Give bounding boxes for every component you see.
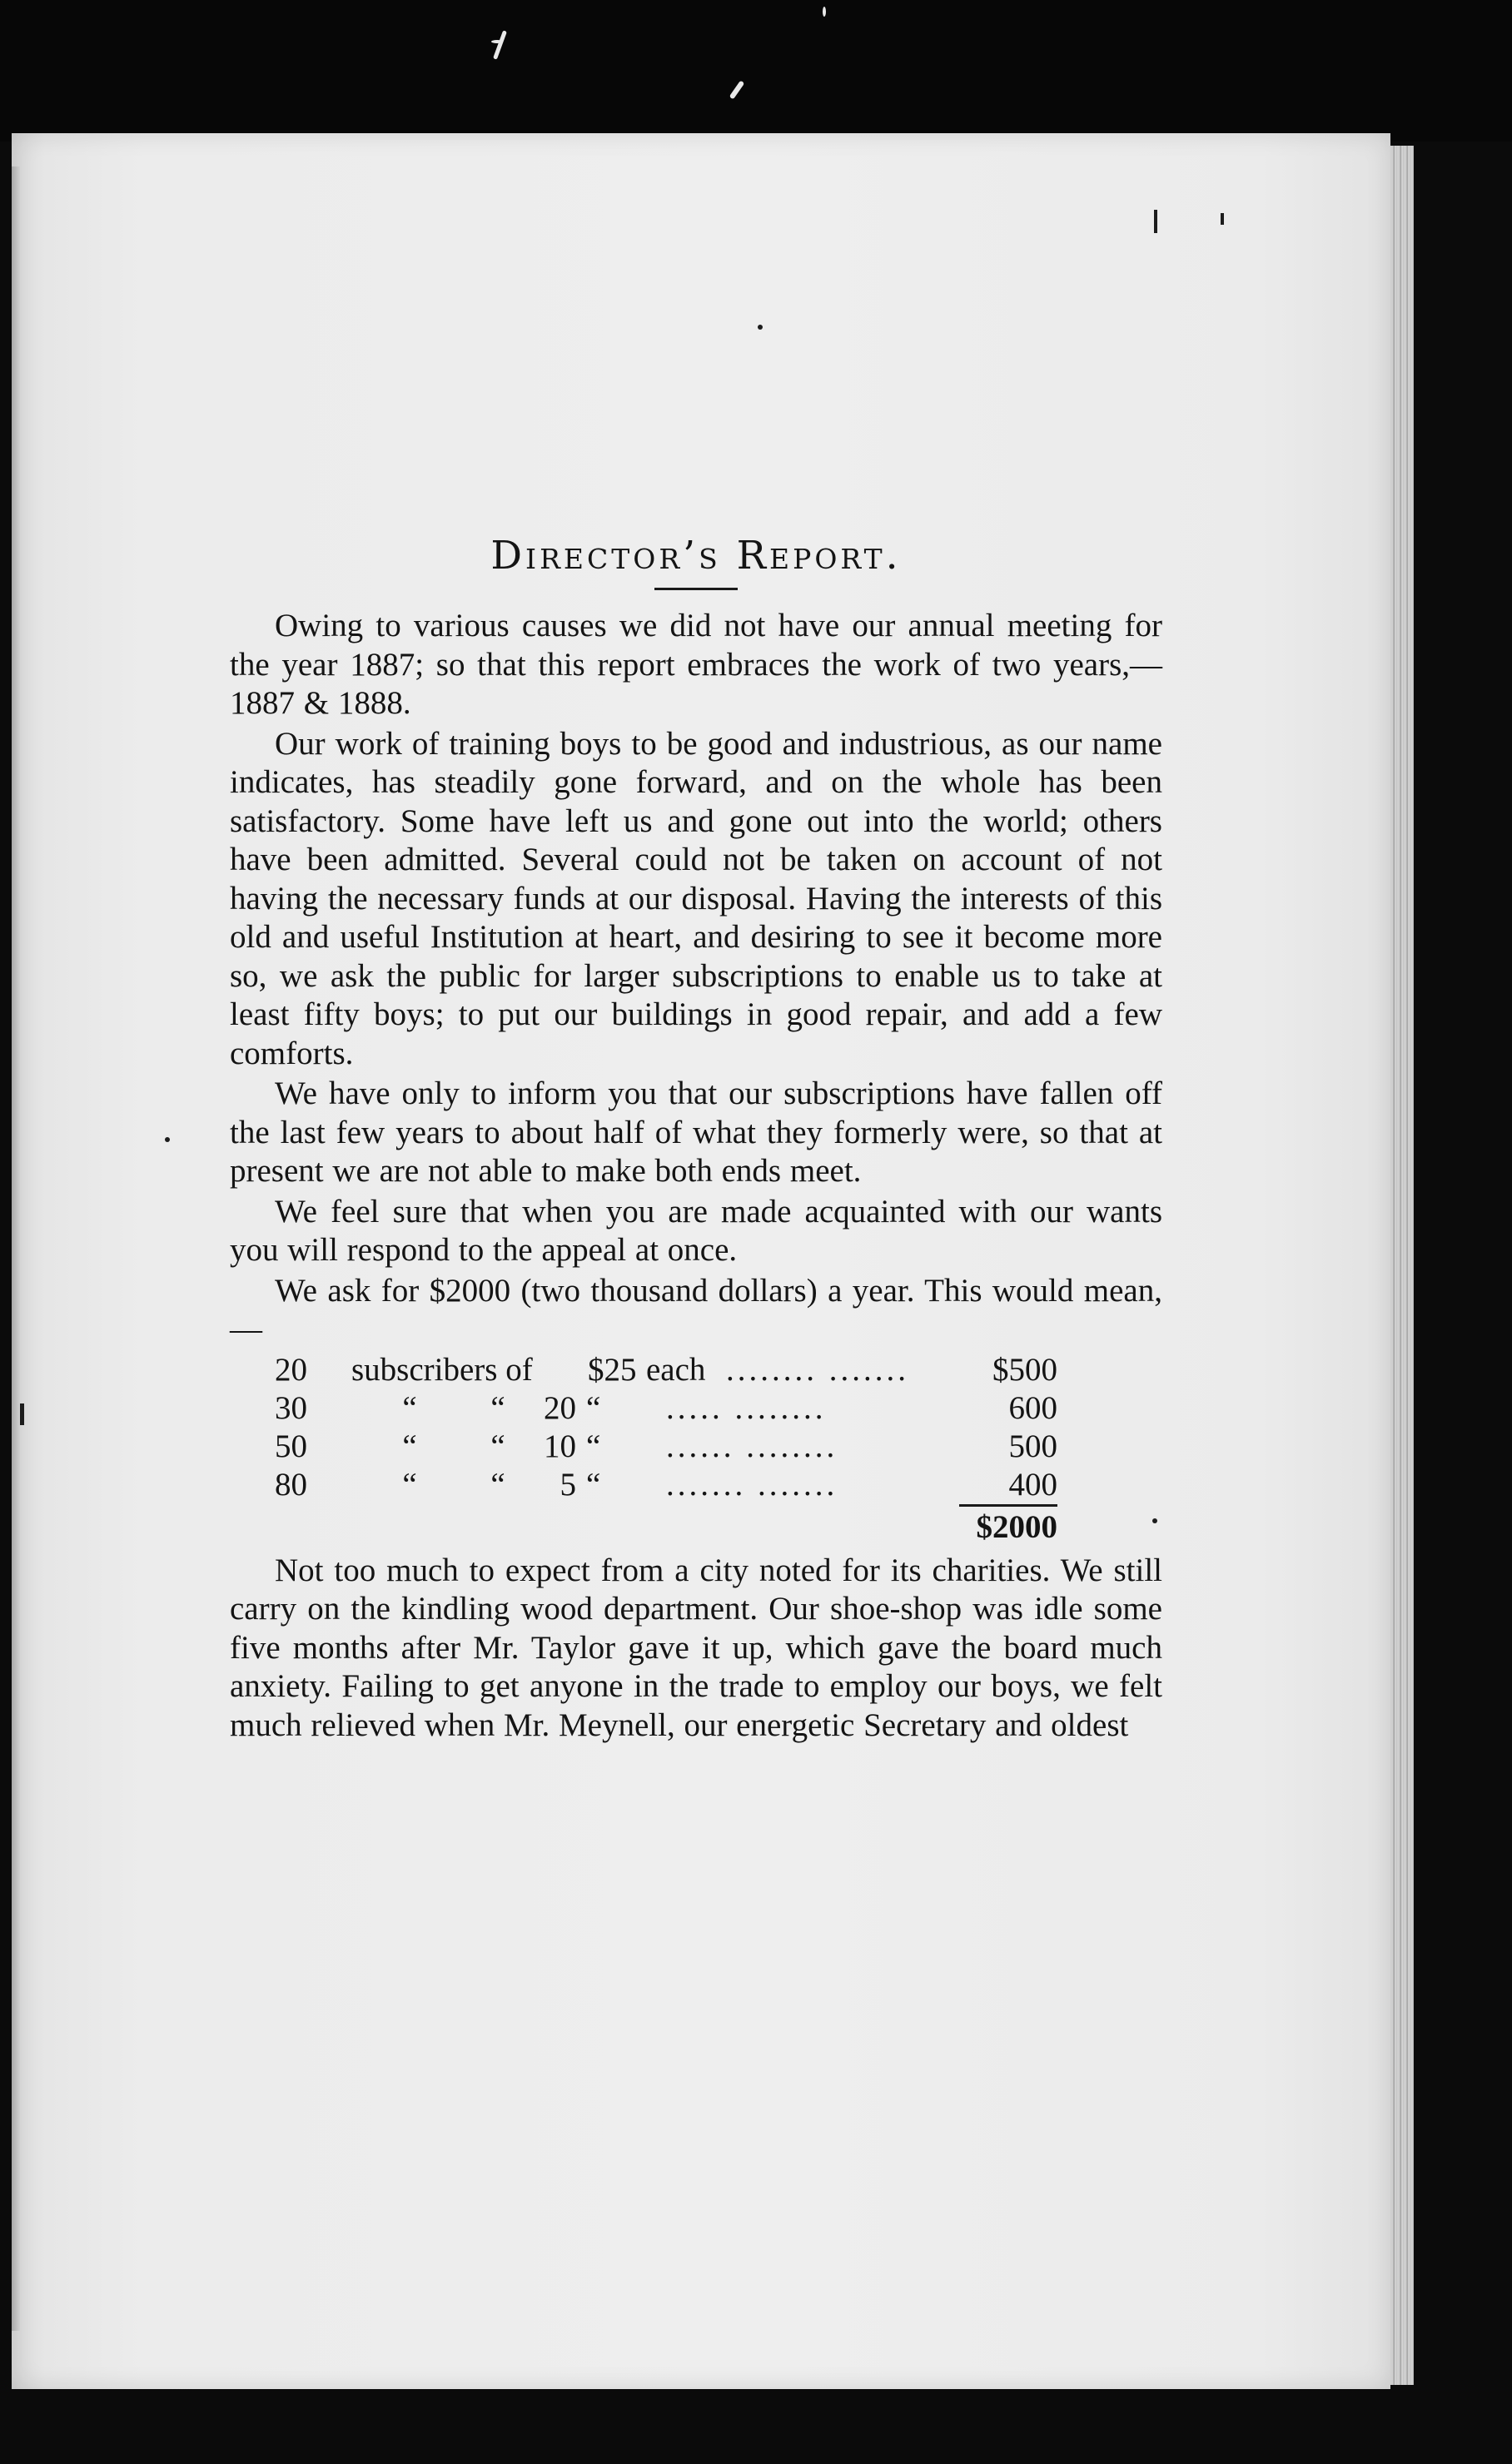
row-total: 400	[1008, 1466, 1057, 1503]
ditto-mark: “	[490, 1428, 505, 1464]
subscriber-count: 30	[275, 1389, 307, 1426]
paragraph: Not too much to expect from a city noted for its charities. We still carry on the kindling wood department. Our shoe-shop was idle some five months after Mr. Taylor gave it up, which gave the board much anxiety. Failing to get anyone in the trade to employ our boys, we felt much relieved when Mr. Meynell, our energetic Secretary and oldest	[230, 1552, 1162, 1743]
paragraph: We feel sure that when you are made acquainted with our wants you will respond to the appeal at once.	[230, 1193, 1162, 1268]
subscriber-count: 50	[275, 1428, 307, 1464]
subscription-table	[275, 1351, 1057, 1548]
grand-total: $2000	[976, 1508, 1057, 1545]
report-text	[230, 533, 1162, 1745]
stray-mark	[758, 325, 763, 330]
subscriber-count: 20	[275, 1351, 307, 1388]
ditto-mark: “	[490, 1466, 505, 1503]
row-total: 600	[1008, 1389, 1057, 1426]
subscription-amount: 5	[560, 1466, 576, 1503]
ditto-mark: “	[586, 1466, 601, 1503]
subscription-amount: 10	[544, 1428, 576, 1464]
paragraph: We ask for $2000 (two thousand dollars) a year. This would mean,—	[230, 1272, 1162, 1347]
stray-mark	[20, 1403, 24, 1425]
dust-speck	[729, 80, 745, 99]
page-title: Director’s Report.	[490, 533, 902, 579]
paragraph: We have only to inform you that our subscriptions have fallen off the last few years to about half of what they formerly were, so that at present we are not able to make both ends meet.	[230, 1076, 1162, 1189]
dust-speck	[491, 40, 503, 43]
dust-speck	[823, 7, 826, 17]
subscription-amount: $25	[588, 1351, 637, 1388]
scan-top-border	[0, 0, 1512, 142]
stray-mark	[1221, 213, 1224, 225]
ditto-mark: “	[490, 1389, 505, 1426]
table-row	[275, 1351, 1057, 1389]
ditto-mark: “	[402, 1389, 417, 1426]
dot-leader: ...... ........	[666, 1428, 838, 1464]
dot-leader: ....... .......	[666, 1466, 838, 1503]
page-binding-edge	[12, 166, 20, 2331]
page-stack-edge	[1390, 146, 1414, 2385]
stray-mark	[1154, 210, 1157, 225]
subscriber-count: 80	[275, 1466, 307, 1503]
dust-speck	[493, 30, 507, 60]
table-row	[275, 1466, 1057, 1504]
row-total: 500	[1008, 1428, 1057, 1464]
table-row	[275, 1428, 1057, 1466]
subscriber-label: subscribers of	[351, 1351, 533, 1388]
table-row	[275, 1389, 1057, 1428]
row-total: $500	[992, 1351, 1057, 1388]
dot-leader: ........ .......	[726, 1351, 909, 1388]
ditto-mark: “	[402, 1428, 417, 1464]
stray-mark	[1154, 225, 1157, 233]
stray-mark	[165, 1137, 170, 1142]
each-label: each	[646, 1351, 706, 1388]
title-rule	[654, 588, 738, 590]
paragraph: Our work of training boys to be good and industrious, as our name indicates, has steadily gone forward, and on the whole has been satisfactory. Some have left us and gone out into the world; others have been admitted. Several could not be taken on account of not having the necessary funds at our disposal. Having the interests of this old and useful Institution at heart, and desiring to see it become more so, we ask the public for larger subscriptions to enable us to take at least fifty boys; to put our buildings in good repair, and add a few comforts.	[230, 725, 1162, 1071]
ditto-mark: “	[586, 1428, 601, 1464]
subscription-amount: 20	[544, 1389, 576, 1426]
ditto-mark: “	[586, 1389, 601, 1426]
dot-leader: ..... ........	[666, 1389, 827, 1426]
ditto-mark: “	[402, 1466, 417, 1503]
paragraph: Owing to various causes we did not have our annual meeting for the year 1887; so that this report embraces the work of two years,—1887 & 1888.	[230, 608, 1162, 721]
